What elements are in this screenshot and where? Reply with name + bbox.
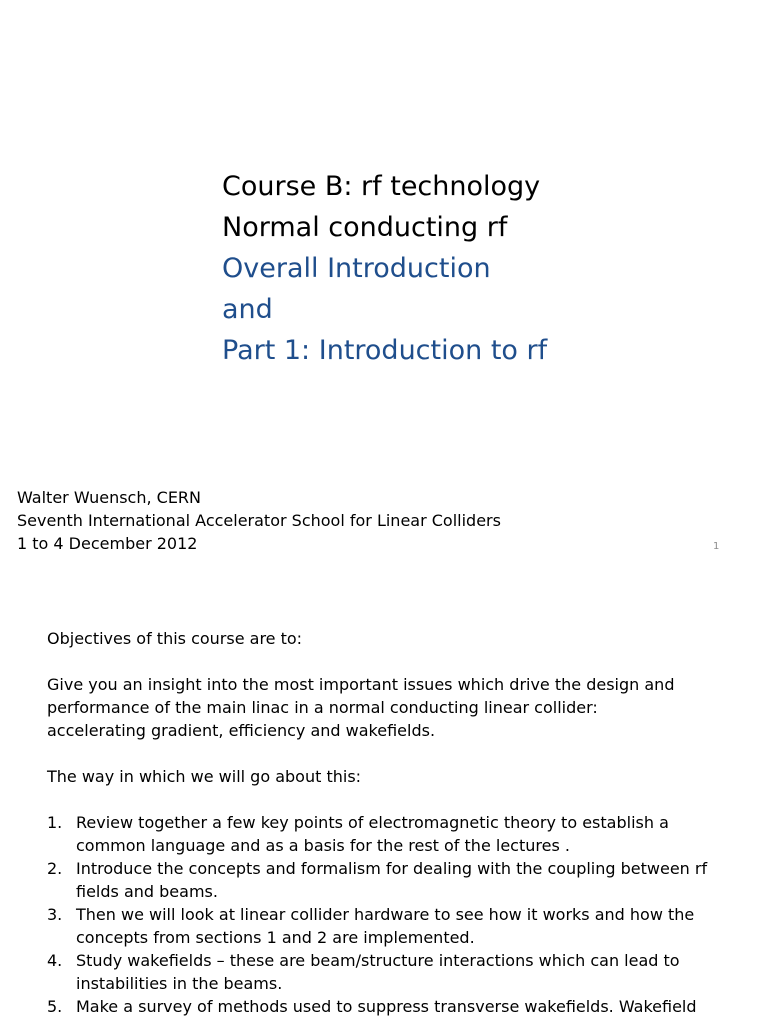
- intro-line: Give you an insight into the most important issues which drive the design and: [47, 675, 675, 694]
- list-item-text: Study wakefields – these are beam/structure interactions which can lead to: [76, 951, 680, 970]
- intro-line: accelerating gradient, efficiency and wakefields.: [47, 721, 436, 740]
- intro-paragraph: [47, 673, 707, 742]
- objectives-content: [47, 627, 707, 1018]
- list-item-number: 3.: [47, 905, 63, 924]
- approach-heading: The way in which we will go about this:: [47, 767, 362, 786]
- lecture-title-line-3: Part 1: Introduction to rf: [222, 335, 548, 366]
- objectives-slide: [0, 600, 768, 1024]
- list-item: [47, 903, 707, 949]
- list-item-text: concepts from sections 1 and 2 are implemented.: [76, 928, 475, 947]
- slide-title-block: [222, 166, 547, 371]
- list-item-text: Make a survey of methods used to suppress transverse wakefields. Wakefield: [76, 997, 697, 1016]
- course-subtitle: Normal conducting rf: [222, 212, 508, 243]
- list-item-text: fields and beams.: [76, 882, 218, 901]
- lecture-title-line-1: Overall Introduction: [222, 253, 491, 284]
- school-name: Seventh International Accelerator School for Linear Colliders: [17, 511, 501, 530]
- author-info: [17, 486, 501, 555]
- objectives-heading: Objectives of this course are to:: [47, 629, 303, 648]
- list-item-number: 5.: [47, 997, 63, 1016]
- list-item-text: common language and as a basis for the rest of the lectures .: [76, 836, 570, 855]
- list-item-text: Introduce the concepts and formalism for dealing with the coupling between rf: [76, 859, 708, 878]
- list-item-number: 2.: [47, 859, 63, 878]
- list-item: [47, 857, 707, 903]
- event-dates: 1 to 4 December 2012: [17, 534, 198, 553]
- list-item: [47, 949, 707, 995]
- list-item: [47, 995, 707, 1018]
- author-name: Walter Wuensch, CERN: [17, 488, 202, 507]
- list-item-text: Review together a few key points of electromagnetic theory to establish a: [76, 813, 669, 832]
- list-item: [47, 811, 707, 857]
- intro-line: performance of the main linac in a normal conducting linear collider:: [47, 698, 598, 717]
- slide-number: 1: [713, 541, 720, 552]
- list-item-text: instabilities in the beams.: [76, 974, 283, 993]
- lecture-title-line-2: and: [222, 294, 273, 325]
- course-title: Course B: rf technology: [222, 171, 541, 202]
- list-item-text: Then we will look at linear collider hardware to see how it works and how the: [76, 905, 695, 924]
- objectives-list: [47, 811, 707, 1018]
- list-item-number: 4.: [47, 951, 63, 970]
- list-item-number: 1.: [47, 813, 63, 832]
